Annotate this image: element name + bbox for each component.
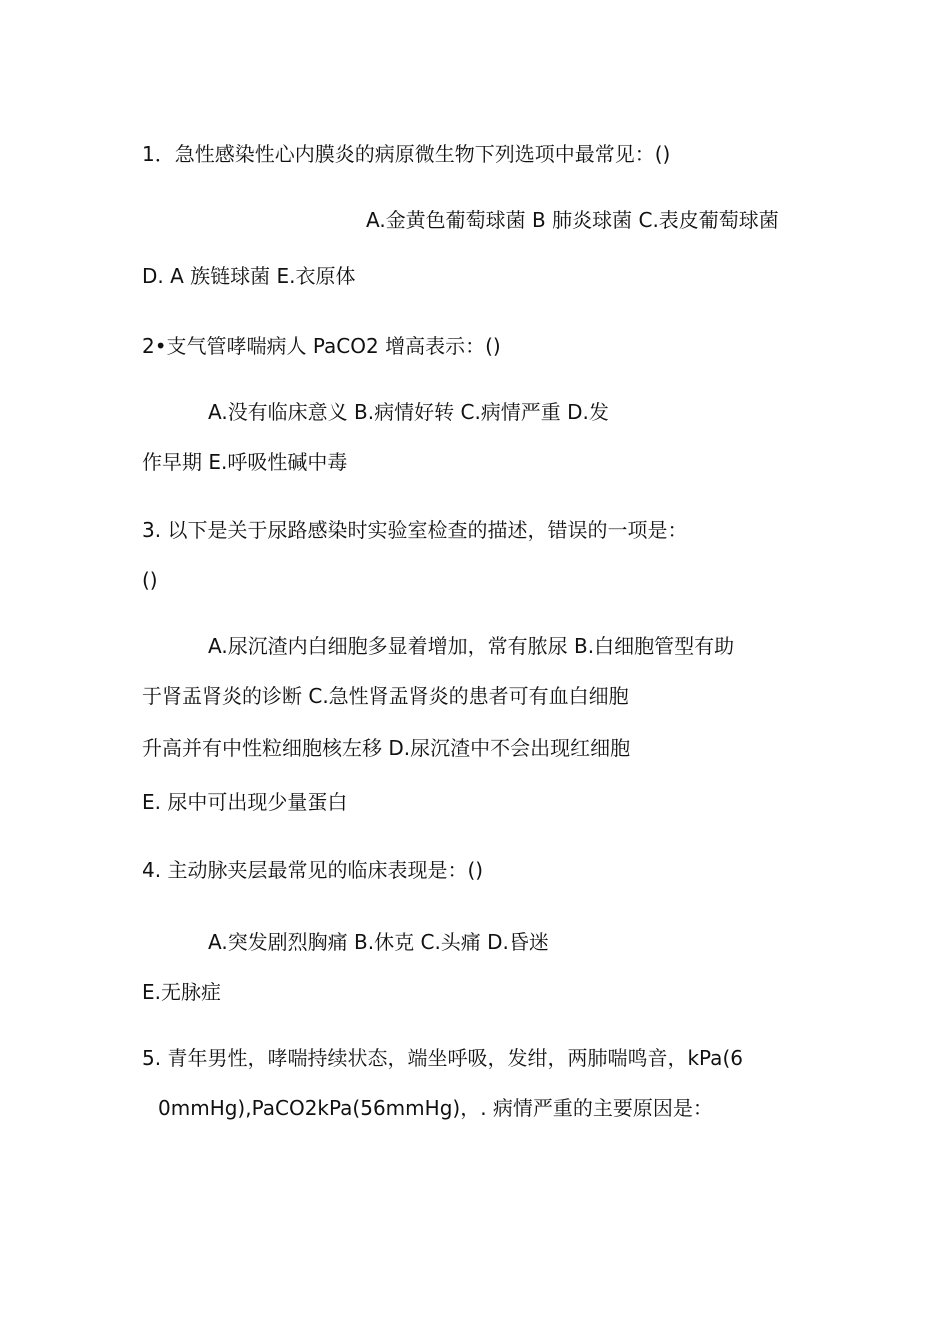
question-2-stem: 2•支气管哮喘病人 PaCO2 增高表示：() xyxy=(142,334,501,358)
question-4-options-line-1: A.突发剧烈胸痛 B.休克 C.头痛 D.昏迷 xyxy=(208,930,549,954)
question-1-options-line-2: D. A 族链球菌 E.衣原体 xyxy=(142,264,356,288)
question-3-stem-continued: () xyxy=(142,568,158,592)
question-3-options-line-3: 升高并有中性粒细胞核左移 D.尿沉渣中不会出现红细胞 xyxy=(142,736,631,760)
question-5-stem: 5. 青年男性，哮喘持续状态，端坐呼吸，发绀，两肺喘鸣音，kPa(6 xyxy=(142,1046,743,1070)
question-2-options-line-2: 作早期 E.呼吸性碱中毒 xyxy=(142,450,348,474)
question-3-options-line-1: A.尿沉渣内白细胞多显着增加，常有脓尿 B.白细胞管型有助 xyxy=(208,634,735,658)
question-1-stem: 1．急性感染性心内膜炎的病原微生物下列选项中最常见：() xyxy=(142,142,671,166)
question-3-stem: 3. 以下是关于尿路感染时实验室检查的描述，错误的一项是： xyxy=(142,518,688,542)
question-3-options-line-4: E. 尿中可出现少量蛋白 xyxy=(142,790,348,814)
question-2-options-line-1: A.没有临床意义 B.病情好转 C.病情严重 D.发 xyxy=(208,400,609,424)
question-1-options-line-1: A.金黄色葡萄球菌 B 肺炎球菌 C.表皮葡萄球菌 xyxy=(366,208,779,232)
question-4-options-line-2: E.无脉症 xyxy=(142,980,221,1004)
question-3-options-line-2: 于肾盂肾炎的诊断 C.急性肾盂肾炎的患者可有血白细胞 xyxy=(142,684,629,708)
question-5-stem-continued: 0mmHg),PaCO2kPa(56mmHg)，. 病情严重的主要原因是： xyxy=(158,1096,713,1120)
question-4-stem: 4. 主动脉夹层最常见的临床表现是：() xyxy=(142,858,484,882)
